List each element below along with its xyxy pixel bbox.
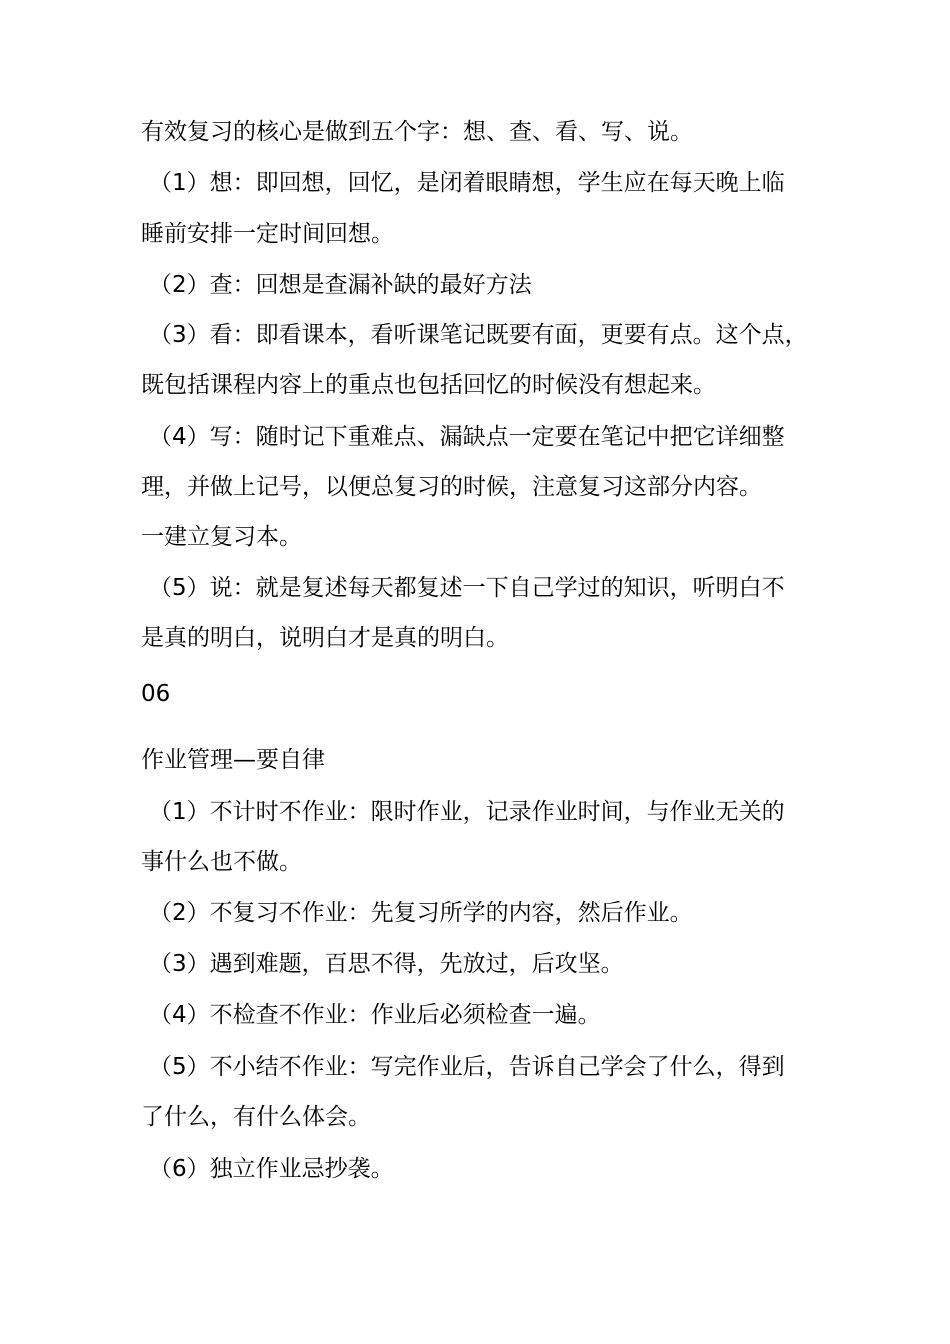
review-item-4: （4）写：随时记下重难点、漏缺点一定要在笔记中把它详细整 (149, 424, 785, 450)
review-item-2: （2）查：回想是查漏补缺的最好方法 (149, 272, 532, 298)
review-item-5-cont: 是真的明白，说明白才是真的明白。 (141, 625, 509, 651)
review-item-3: （3）看：即看课本，看听课笔记既要有面，更要有点。这个点， (149, 322, 808, 348)
homework-item-6: （6）独立作业忌抄袭。 (149, 1156, 394, 1182)
review-item-4-cont: 理，并做上记号，以便总复习的时候，注意复习这部分内容。 (141, 474, 762, 500)
review-item-4-cont-2: 一建立复习本。 (141, 524, 302, 550)
homework-item-1-cont: 事什么也不做。 (141, 849, 302, 875)
homework-item-4: （4）不检查不作业：作业后必须检查一遍。 (149, 1002, 601, 1028)
homework-item-1: （1）不计时不作业：限时作业，记录作业时间，与作业无关的 (149, 799, 785, 825)
homework-item-5: （5）不小结不作业：写完作业后，告诉自己学会了什么，得到 (149, 1054, 785, 1080)
section-number: 06 (141, 681, 171, 707)
homework-item-5-cont: 了什么，有什么体会。 (141, 1104, 371, 1130)
review-item-5: （5）说：就是复述每天都复述一下自己学过的知识，听明白不 (149, 575, 785, 601)
section-heading: 作业管理—要自律 (141, 747, 325, 773)
homework-item-2: （2）不复习不作业：先复习所学的内容，然后作业。 (149, 900, 693, 926)
review-item-1: （1）想：即回想，回忆，是闭着眼睛想，学生应在每天晚上临 (149, 170, 785, 196)
review-item-1-cont: 睡前安排一定时间回想。 (141, 221, 394, 247)
review-item-3-cont: 既包括课程内容上的重点也包括回忆的时候没有想起来。 (141, 372, 716, 398)
homework-item-3: （3）遇到难题，百思不得，先放过，后攻坚。 (149, 951, 624, 977)
intro-line: 有效复习的核心是做到五个字：想、查、看、写、说。 (141, 119, 693, 145)
